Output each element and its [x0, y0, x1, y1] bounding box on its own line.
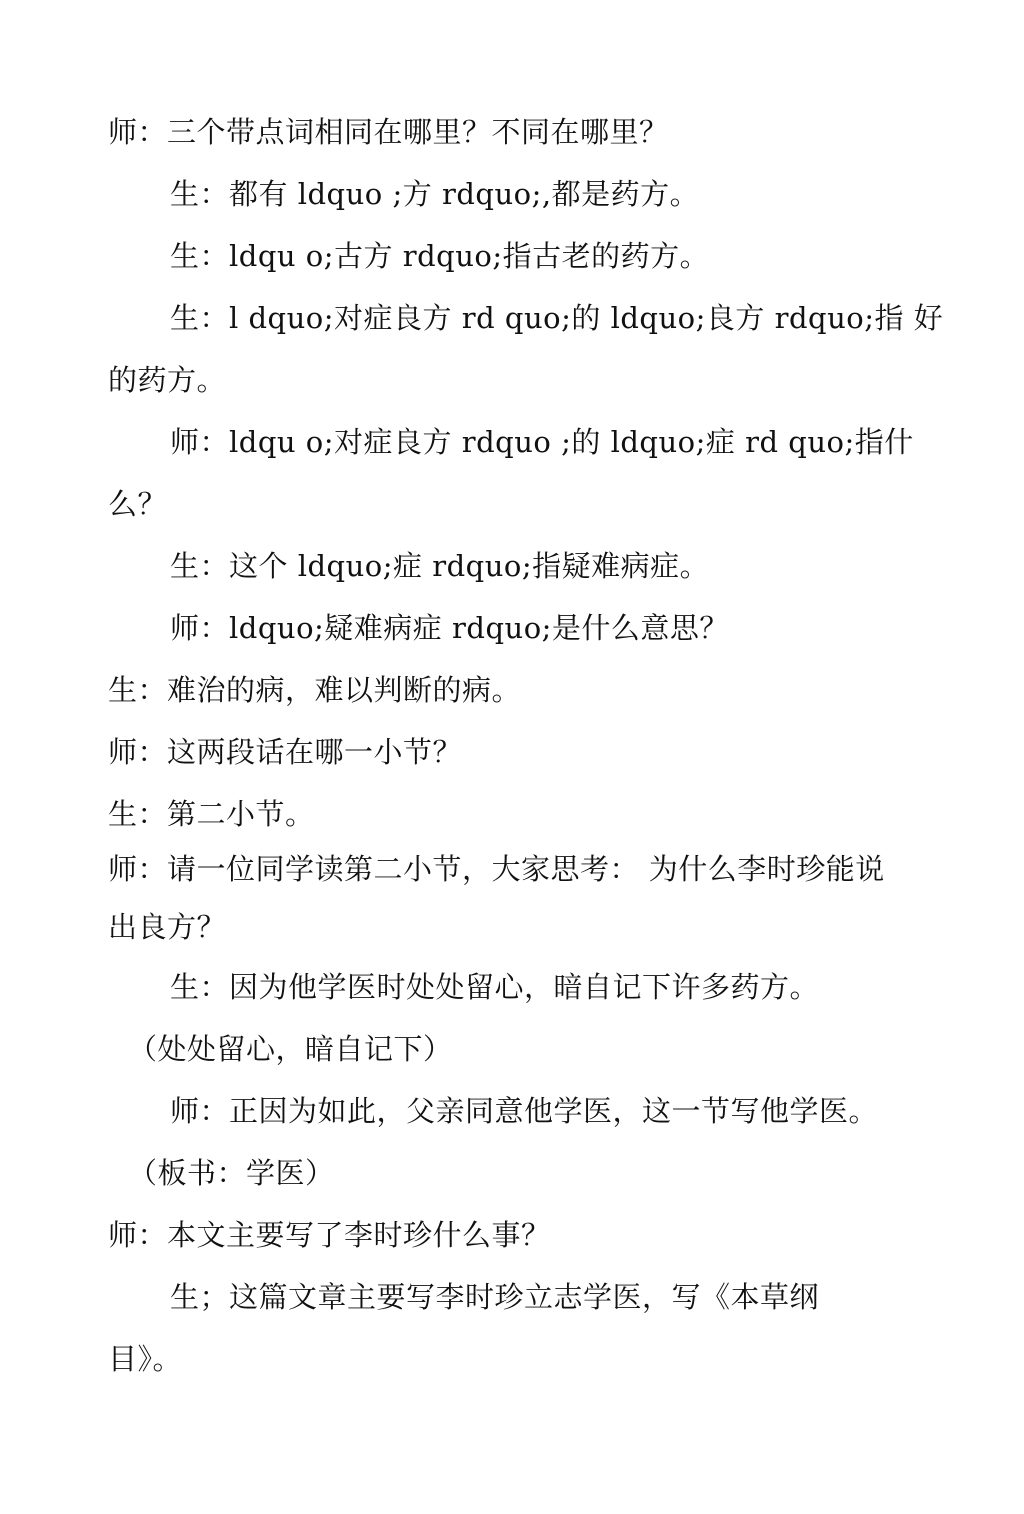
text-line: 师：请一位同学读第二小节，大家思考： 为什么李时珍能说: [108, 852, 885, 886]
text-line: 生；这篇文章主要写李时珍立志学医，写《本草纲: [170, 1280, 820, 1314]
text-line: 生：l dquo;对症良方 rd quo;的 ldquo;良方 rdquo;指 好: [170, 301, 944, 335]
text-line: 师：ldquo;疑难病症 rdquo;是什么意思？: [170, 611, 729, 645]
text-line: 的药方。: [108, 363, 227, 397]
text-line: 生：第二小节。: [108, 797, 315, 831]
text-line: 师：这两段话在哪一小节？: [108, 735, 463, 769]
text-line: 师：正因为如此，父亲同意他学医，这一节写他学医。: [170, 1094, 879, 1128]
text-line: 生：难治的病，难以判断的病。: [108, 673, 522, 707]
text-line: 生：都有 ldquo ;方 rdquo;,都是药方。: [170, 177, 700, 211]
text-line: 生：ldqu o;古方 rdquo;指古老的药方。: [170, 239, 710, 273]
text-line: 目》。: [108, 1342, 183, 1376]
text-line: 师：ldqu o;对症良方 rdquo ;的 ldquo;症 rd quo;指什: [170, 425, 914, 459]
text-line: 生：因为他学医时处处留心，暗自记下许多药方。: [170, 970, 820, 1004]
text-line: 师：三个带点词相同在哪里？不同在哪里？: [108, 115, 669, 149]
text-line: 师：本文主要写了李时珍什么事？: [108, 1218, 551, 1252]
text-line: 么？: [108, 487, 168, 521]
text-line: 生：这个 ldquo;症 rdquo;指疑难病症。: [170, 549, 710, 583]
text-line: 出良方？: [108, 910, 227, 944]
text-line: （板书：学医）: [128, 1156, 335, 1190]
text-line: （处处留心，暗自记下）: [128, 1032, 453, 1066]
